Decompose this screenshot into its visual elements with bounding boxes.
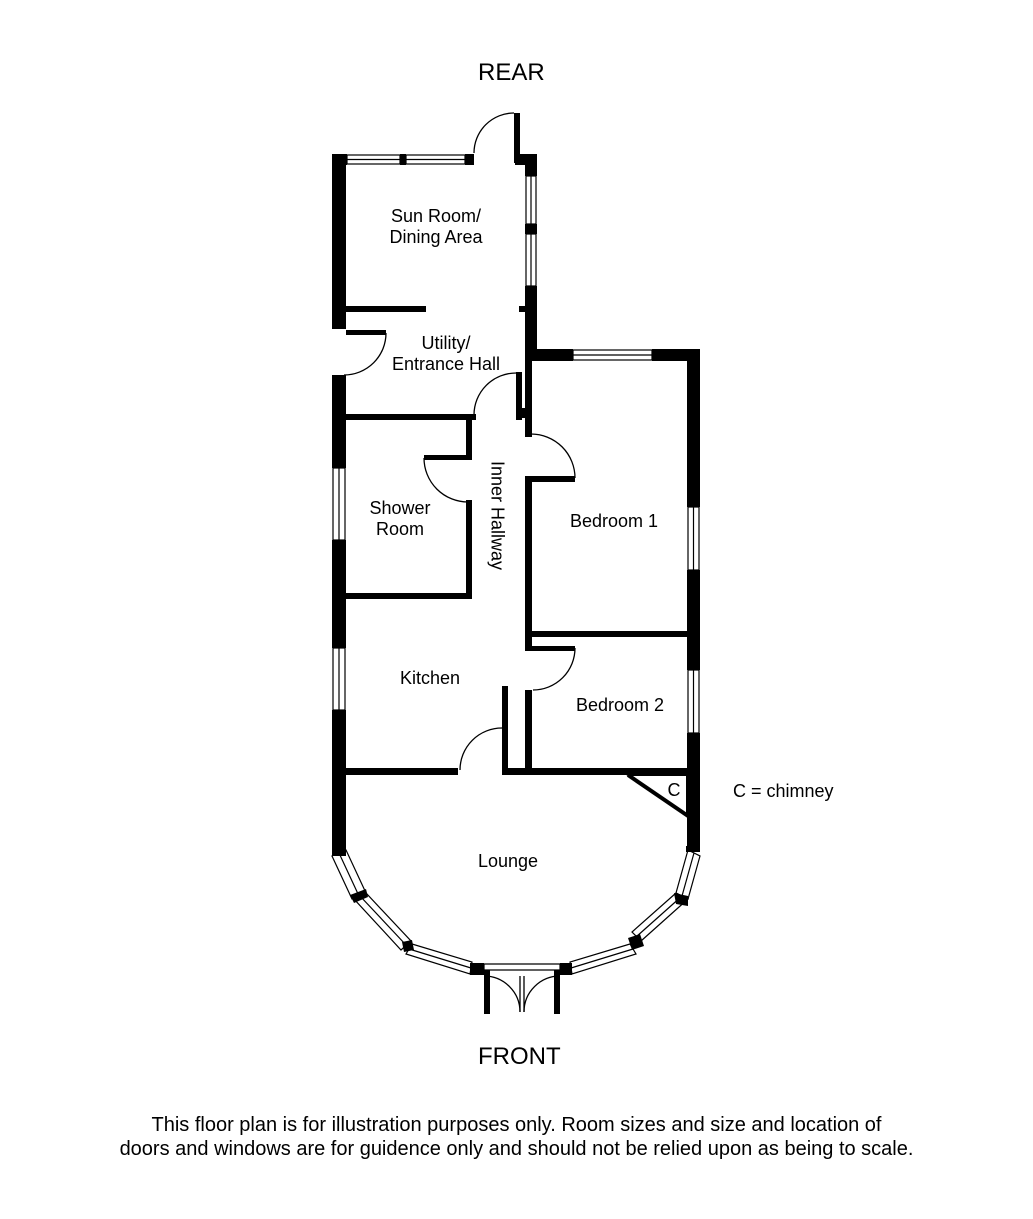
room-label-kitchen: Kitchen <box>399 668 461 688</box>
legend-chimney: C = chimney <box>733 781 834 801</box>
wall-bay-post-2 <box>402 940 414 952</box>
wall-front-door-left <box>484 970 490 1014</box>
wall-sunroom-right-mid <box>525 224 537 234</box>
door-shower <box>424 458 468 502</box>
room-label-lounge: Lounge <box>477 851 539 871</box>
wall-rear-right <box>465 154 474 165</box>
room-label-sun-room-line2: Dining Area <box>389 227 483 247</box>
wall-left-upper <box>332 154 346 329</box>
wall-bed2-left <box>525 690 532 770</box>
wall-bed-divider <box>525 631 695 637</box>
wall-bed1-door-head <box>525 476 575 482</box>
wall-sunroom-right-top <box>525 154 537 176</box>
orientation-front: FRONT <box>478 1043 561 1070</box>
window-bay-right-3 <box>570 944 636 974</box>
room-label-shower-line2: Room <box>375 519 424 539</box>
wall-right-mid <box>687 570 700 670</box>
room-label-utility <box>384 333 508 375</box>
disclaimer <box>0 1113 1033 1161</box>
room-label-inner-hallway: Inner Hallway <box>487 460 508 571</box>
wall-kitchen-bottom-left <box>346 768 458 775</box>
wall-utility-top <box>346 330 386 335</box>
room-label-shower-line1: Shower <box>369 498 431 518</box>
wall-kitchen-right-low <box>502 686 508 772</box>
wall-shower-door-head <box>424 455 472 460</box>
disclaimer-line2: doors and windows are for guidence only and should not be relied upon as being to scale. <box>119 1138 914 1160</box>
wall-kitchen-bottom-right <box>502 768 697 775</box>
room-label-sun-room-line1: Sun Room/ <box>390 206 482 226</box>
chimney-mark: C <box>667 780 681 800</box>
door-bed2 <box>533 648 575 690</box>
wall-shower-top <box>346 414 476 420</box>
wall-rear-left <box>332 154 347 165</box>
wall-shower-right-top <box>466 414 472 459</box>
door-utility-inner <box>474 373 516 415</box>
wall-utility-stub-top <box>519 306 527 312</box>
wall-rear-door-post <box>514 113 520 163</box>
wall-rear-mullion <box>400 154 406 165</box>
room-label-bedroom-2: Bedroom 2 <box>575 695 665 715</box>
wall-bay-post-6 <box>674 893 688 906</box>
room-label-shower-room <box>358 498 442 540</box>
wall-bay-post-5 <box>628 934 644 950</box>
room-label-utility-line2: Entrance Hall <box>391 354 501 374</box>
room-label-utility-line1: Utility/ <box>421 333 471 353</box>
wall-hall-right-top <box>525 361 532 437</box>
wall-bay-post-4 <box>560 963 572 975</box>
wall-shower-bottom <box>346 593 472 599</box>
door-rear <box>474 113 514 153</box>
wall-left-shower-lower <box>332 540 346 648</box>
wall-right-lower <box>687 733 700 846</box>
wall-bay-right-post <box>686 846 700 852</box>
room-label-sun-room <box>386 206 486 248</box>
door-bed1 <box>531 434 575 478</box>
window-front-top <box>484 964 560 970</box>
wall-left-kitchen-lower <box>332 710 346 848</box>
wall-bay-post-3 <box>470 963 484 975</box>
wall-sunroom-divider <box>346 306 426 312</box>
wall-right-upper <box>687 349 700 507</box>
wall-left-utility <box>332 375 346 468</box>
orientation-rear: REAR <box>478 59 545 86</box>
wall-hall-right-mid <box>525 476 532 646</box>
window-bay-left-3 <box>406 944 472 974</box>
wall-bed2-door-head <box>525 646 575 651</box>
wall-bed1-top-left <box>525 349 573 361</box>
room-label-bedroom-1: Bedroom 1 <box>569 511 659 531</box>
door-utility-entrance <box>344 333 386 375</box>
door-kitchen-lounge <box>460 728 502 770</box>
wall-front-door-right <box>554 970 560 1014</box>
wall-shower-right-lower <box>466 500 472 598</box>
disclaimer-line1: This floor plan is for illustration purposes only. Room sizes and size and location of <box>151 1114 882 1136</box>
